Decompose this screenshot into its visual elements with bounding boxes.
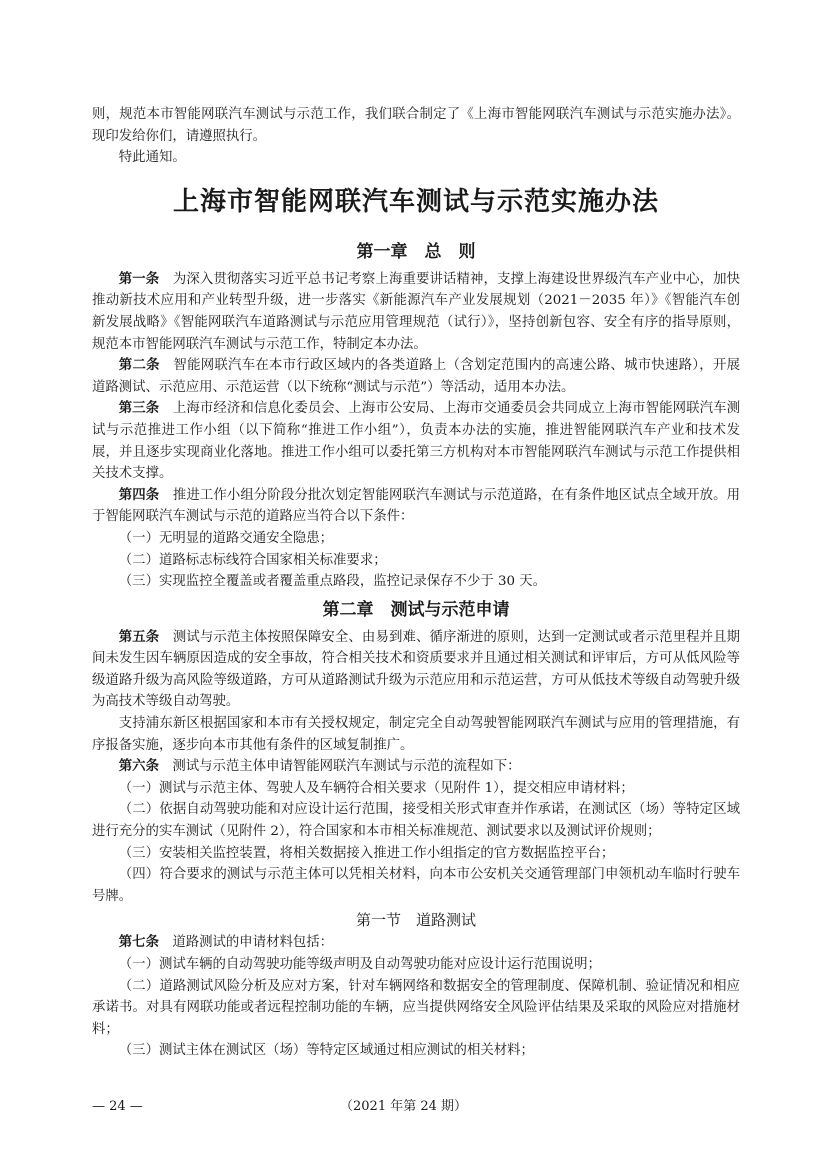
article-1-text: 为深入贯彻落实习近平总书记考察上海重要讲话精神，支撑上海建设世界级汽车产业中心，加快推动新技术应用和产业转型升级，进一步落实《新能源汽车产业发展规划（2021－2035 年）》《智能汽车创新发展战略》《智能网联汽车道路测试与示范应用管理规范（试行）》，坚持创新包容、安全有序的指导原则，规范本市智能网联汽车测试与示范工作，特制定本办法。 [92, 271, 741, 352]
document-body [92, 104, 740, 1062]
article-7-item: （二）道路测试风险分析及应对方案，针对车辆网络和数据安全的管理制度、保障机制、验证情况和相应承诺书。对具有网联功能或者远程控制功能的车辆，应当提供网络安全风险评估结果及采取的风险应对措施材料； [92, 978, 740, 1037]
article-6-item: （三）安装相关监控装置，将相关数据接入推进工作小组指定的官方数据监控平台； [118, 845, 615, 861]
article-5-paragraph-2: 支持浦东新区根据国家和本市有关授权规定，制定完全自动驾驶智能网联汽车测试与应用的管理措施，有序报备实施，逐步向本市其他有条件的区域复制推广。 [92, 716, 740, 753]
article-6-item: （一）测试与示范主体、驾驶人及车辆符合相关要求（见附件 1），提交相应申请材料； [118, 780, 634, 796]
intro-paragraph: 则，规范本市智能网联汽车测试与示范工作，我们联合制定了《上海市智能网联汽车测试与示范实施办法》。现印发给你们，请遵照执行。 [92, 107, 740, 144]
article-6-item: （四）符合要求的测试与示范主体可以凭相关材料，向本市公安机关交通管理部门申领机动车临时行驶车号牌。 [92, 867, 740, 904]
article-6-text: 测试与示范主体申请智能网联汽车测试与示范的流程如下： [158, 759, 521, 775]
article-4-lead: 第四条 [118, 487, 160, 503]
article-4-item: （二）道路标志标线符合国家相关标准要求； [118, 552, 387, 568]
article-3 [92, 398, 740, 484]
article-2-lead: 第二条 [118, 358, 160, 374]
article-1-lead: 第一条 [118, 271, 160, 287]
article-7-item: （三）测试主体在测试区（场）等特定区域通过相应测试的相关材料； [118, 1043, 534, 1059]
section-1-heading: 第一节 道路测试 [355, 911, 476, 930]
article-1 [92, 269, 740, 355]
issue-label: （2021 年第 24 期） [340, 1099, 468, 1114]
article-7-lead: 第七条 [118, 935, 159, 951]
article-5-text: 测试与示范主体按照保障安全、由易到难、循序渐进的原则，达到一定测试或者示范里程并且期间未发生因车辆原因造成的安全事故，符合相关技术和资质要求并且通过相关测试和评审后，方可从低风险等级道路升级为高风险等级道路，方可从道路测试升级为示范应用和示范运营，方可从低技术等级自动驾驶升级为高技术等级自动驾驶。 [92, 629, 741, 710]
intro-closing: 特此通知。 [118, 150, 186, 166]
chapter-2-heading: 第二章 测试与示范申请 [322, 599, 510, 620]
article-7-text: 道路测试的申请材料包括： [158, 935, 334, 951]
article-4-text: 推进工作小组分阶段分批次划定智能网联汽车测试与示范道路，在有条件地区试点全域开放。用于智能网联汽车测试与示范的道路应当符合以下条件： [92, 487, 741, 525]
article-3-lead: 第三条 [118, 401, 160, 417]
article-6-lead: 第六条 [118, 759, 159, 775]
article-5 [92, 627, 740, 713]
article-6-item: （二）依据自动驾驶功能和对应设计运行范围，接受相关形式审查并作承诺，在测试区（场）等特定区域进行充分的实车测试（见附件 2），符合国家和本市相关标准规范、测试要求以及测试评价规则； [92, 802, 740, 840]
article-4-item: （三）实现监控全覆盖或者覆盖重点路段，监控记录保存不少于 30 天。 [118, 574, 547, 590]
article-7-item: （一）测试车辆的自动驾驶功能等级声明及自动驾驶功能对应设计运行范围说明； [118, 957, 601, 972]
page-number: — 24 — [92, 1099, 143, 1114]
article-6 [92, 756, 740, 778]
chapter-1-heading: 第一章 总 则 [356, 241, 476, 262]
document-title: 上海市智能网联汽车测试与示范实施办法 [172, 186, 659, 217]
article-2-text: 智能网联汽车在本市行政区域内的各类道路上（含划定范围内的高速公路、城市快速路），开展道路测试、示范应用、示范运营（以下统称“测试与示范”）等活动，适用本办法。 [92, 358, 741, 395]
article-5-lead: 第五条 [118, 629, 160, 645]
article-3-text: 上海市经济和信息化委员会、上海市公安局、上海市交通委员会共同成立上海市智能网联汽车测试与示范推进工作小组（以下简称“推进工作小组”），负责本办法的实施，推进智能网联汽车产业和技术发展，并且逐步实现商业化落地。推进工作小组可以委托第三方机构对本市智能网联汽车测试与示范工作提供相关技术支撑。 [92, 401, 741, 482]
article-2 [92, 355, 740, 398]
article-4-item: （一）无明显的道路交通安全隐患； [118, 530, 334, 546]
article-7 [92, 932, 740, 954]
article-4 [92, 485, 740, 528]
